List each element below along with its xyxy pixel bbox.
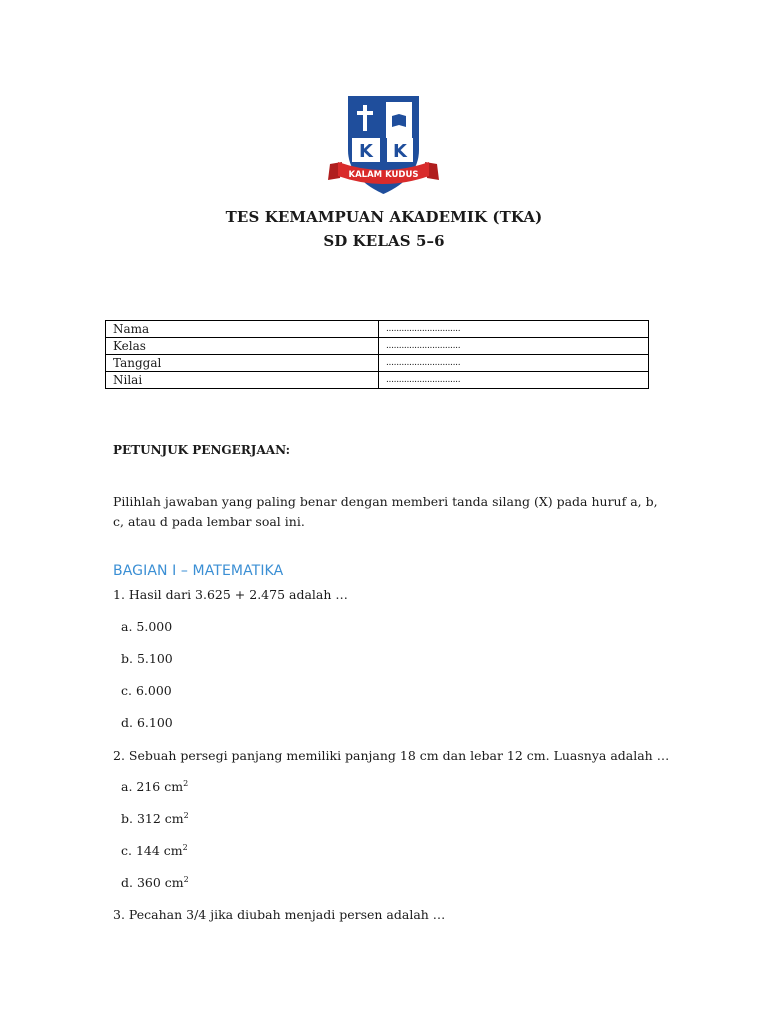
instructions-text: Pilihlah jawaban yang paling benar dengan memberi tanda silang (X) pada huruf a, b, c, atau d pada lembar soal ini. xyxy=(113,494,658,529)
option-text: d. 360 cm xyxy=(121,875,184,890)
info-value-date[interactable]: ............................. xyxy=(379,355,649,372)
table-row xyxy=(106,338,649,355)
superscript: 2 xyxy=(183,811,189,820)
question-2-option-b[interactable] xyxy=(121,811,189,826)
question-1-option-d[interactable]: d. 6.100 xyxy=(121,715,173,730)
info-label-score: Nilai xyxy=(106,372,379,389)
info-label-name: Nama xyxy=(106,321,379,338)
info-value-class[interactable]: ............................. xyxy=(379,338,649,355)
question-2: 2. Sebuah persegi panjang memiliki panjang 18 cm dan lebar 12 cm. Luasnya adalah … xyxy=(113,748,670,763)
question-3: 3. Pecahan 3/4 jika diubah menjadi persen adalah … xyxy=(113,907,446,922)
section-title: BAGIAN I – MATEMATIKA xyxy=(113,563,284,579)
superscript: 2 xyxy=(182,843,188,852)
question-1-option-c[interactable]: c. 6.000 xyxy=(121,683,172,698)
info-value-name[interactable]: ............................. xyxy=(379,321,649,338)
table-row xyxy=(106,355,649,372)
question-1-option-b[interactable]: b. 5.100 xyxy=(121,651,173,666)
option-text: a. 216 cm xyxy=(121,779,184,794)
logo-letter-2: K xyxy=(393,141,407,162)
document-subtitle: SD KELAS 5–6 xyxy=(323,232,445,250)
question-2-option-d[interactable] xyxy=(121,875,189,890)
logo-letter-1: K xyxy=(359,141,373,162)
school-logo xyxy=(326,92,441,198)
question-1: 1. Hasil dari 3.625 + 2.475 adalah … xyxy=(113,587,348,602)
table-row xyxy=(106,372,649,389)
instructions-heading: PETUNJUK PENGERJAAN: xyxy=(113,443,291,457)
table-row xyxy=(106,321,649,338)
info-value-score[interactable]: ............................. xyxy=(379,372,649,389)
question-2-option-a[interactable] xyxy=(121,779,188,794)
option-text: c. 144 cm xyxy=(121,843,183,858)
document-title: TES KEMAMPUAN AKADEMIK (TKA) xyxy=(225,208,543,226)
logo-banner-text: KALAM KUDUS xyxy=(348,170,419,180)
question-1-option-a[interactable]: a. 5.000 xyxy=(121,619,173,634)
question-2-option-c[interactable] xyxy=(121,843,188,858)
info-label-date: Tanggal xyxy=(106,355,379,372)
option-text: b. 312 cm xyxy=(121,811,184,826)
student-info-table xyxy=(105,320,649,389)
superscript: 2 xyxy=(183,875,189,884)
superscript: 2 xyxy=(183,779,189,788)
info-label-class: Kelas xyxy=(106,338,379,355)
